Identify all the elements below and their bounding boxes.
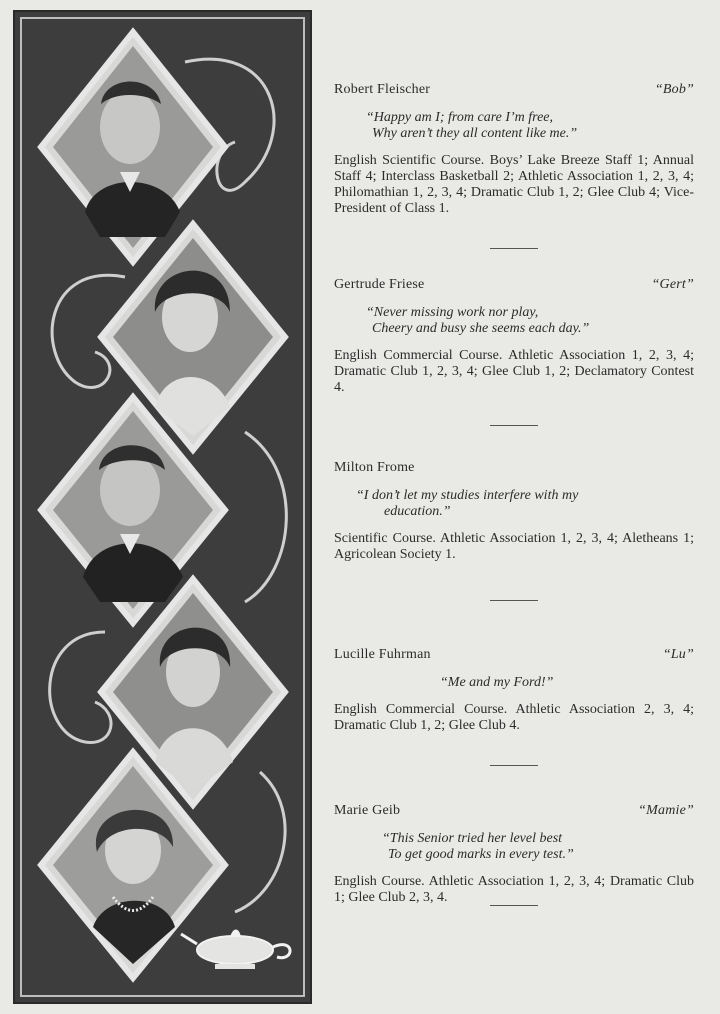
student-nickname: “Gert” xyxy=(651,277,694,292)
student-name: Lucille Fuhrman xyxy=(334,647,431,662)
decorative-frame xyxy=(15,12,310,1002)
student-quote xyxy=(334,110,694,142)
divider xyxy=(490,765,538,766)
student-activities: English Scientific Course. Boys’ Lake Breeze Staff 1; Annual Staff 4; Interclass Basketball 2; Athletic Association 1, 2, 3, 4; Philomathian 1, 2, 3, 4; Dramatic Club 1, 2; Glee Club 4; Vice-President of Class 1. xyxy=(334,153,694,216)
quote-line: “Never missing work nor play, xyxy=(366,305,539,320)
student-activities: English Course. Athletic Association 1, 2, 3, 4; Dramatic Club 1; Glee Club 2, 3, 4. xyxy=(334,874,694,905)
student-entry xyxy=(334,82,694,217)
student-quote xyxy=(334,488,694,520)
quote-line: “Me and my Ford!” xyxy=(440,675,554,690)
student-entry xyxy=(334,277,694,396)
student-activities: Scientific Course. Athletic Association 1, 2, 3, 4; Aletheans 1; Agricolean Society 1. xyxy=(334,531,694,562)
student-activities: English Commercial Course. Athletic Association 1, 2, 3, 4; Dramatic Club 1, 2, 3, 4; Glee Club 1, 2; Declamatory Contest 4. xyxy=(334,348,694,395)
student-entry xyxy=(334,647,694,734)
divider xyxy=(490,425,538,426)
lamp-icon xyxy=(181,930,290,970)
quote-line: Why aren’t they all content like me.” xyxy=(372,126,578,141)
student-name: Marie Geib xyxy=(334,803,401,818)
quote-line: Cheery and busy she seems each day.” xyxy=(372,321,590,336)
student-nickname: “Lu” xyxy=(662,647,694,662)
student-nickname: “Mamie” xyxy=(638,803,694,818)
quote-line: “I don’t let my studies interfere with my xyxy=(356,488,579,503)
student-name: Milton Frome xyxy=(334,460,415,475)
student-quote xyxy=(334,675,694,691)
quote-line: “This Senior tried her level best xyxy=(382,831,563,846)
quote-line: education.” xyxy=(384,504,451,519)
divider xyxy=(490,905,538,906)
student-nickname: “Bob” xyxy=(654,82,694,97)
divider xyxy=(490,248,538,249)
student-quote xyxy=(334,831,694,863)
student-activities: English Commercial Course. Athletic Association 2, 3, 4; Dramatic Club 1, 2; Glee Club 4. xyxy=(334,702,694,733)
student-entry xyxy=(334,460,694,563)
student-name: Robert Fleischer xyxy=(334,82,431,97)
quote-line: To get good marks in every test.” xyxy=(388,847,574,862)
student-quote xyxy=(334,305,694,337)
quote-line: “Happy am I; from care I’m free, xyxy=(366,110,554,125)
divider xyxy=(490,600,538,601)
photo-strip xyxy=(13,10,312,1004)
student-name: Gertrude Friese xyxy=(334,277,425,292)
student-entry xyxy=(334,803,694,906)
